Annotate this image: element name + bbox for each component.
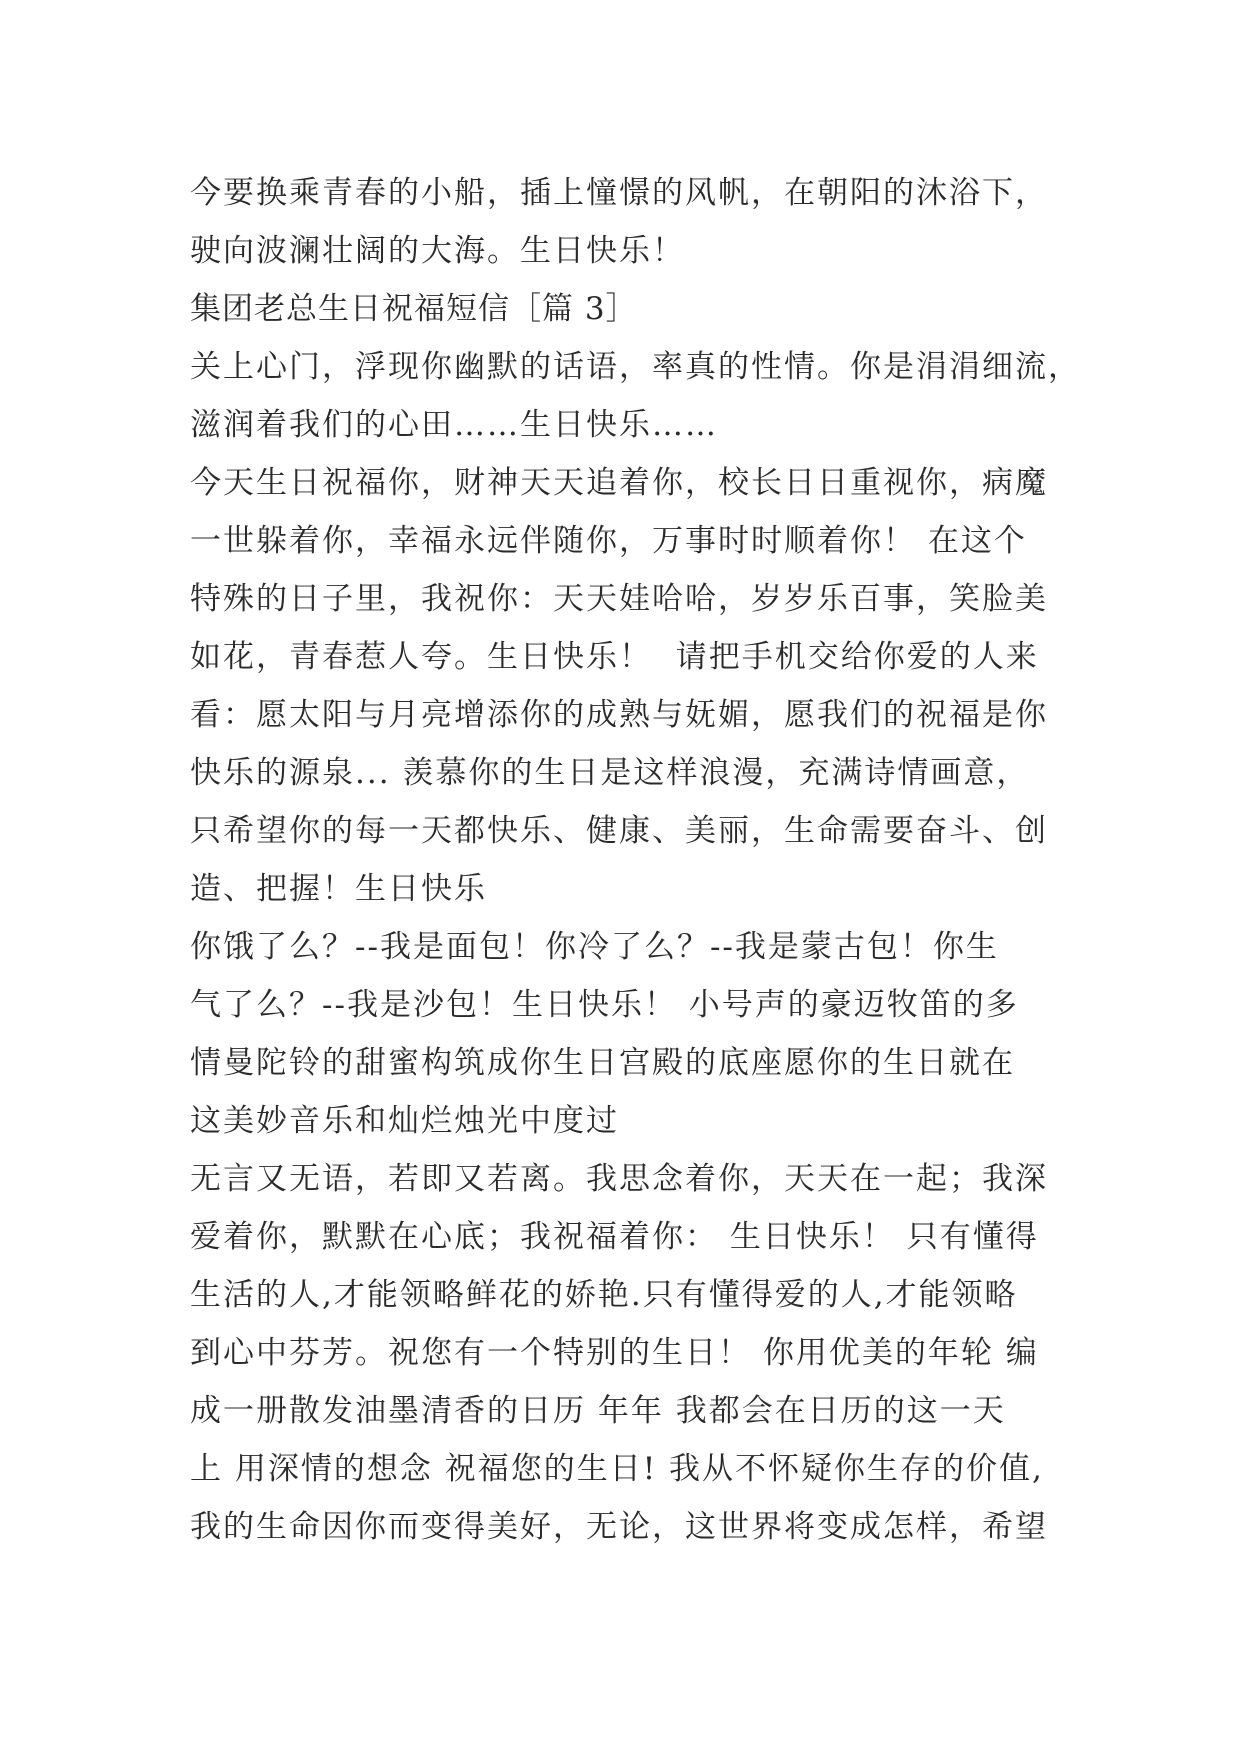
text-line: 到心中芬芳。祝您有一个特别的生日！ 你用优美的年轮 编 <box>190 1335 1039 1371</box>
text-line: 生活的人,才能领略鲜花的娇艳.只有懂得爱的人,才能领略 <box>190 1277 1018 1313</box>
text-line: 上 用深情的想念 祝福您的生日! 我从不怀疑你生存的价值, <box>190 1451 1044 1487</box>
text-line: 一世躲着你，幸福永远伴随你，万事时时顺着你！ 在这个 <box>190 523 1027 559</box>
section-heading: 集团老总生日祝福短信［篇 3］ <box>190 291 638 327</box>
document-body <box>190 164 1081 1556</box>
text-line: 只希望你的每一天都快乐、健康、美丽，生命需要奋斗、创 <box>190 813 1048 849</box>
text-line: 如花，青春惹人夸。生日快乐！ 请把手机交给你爱的人来 <box>190 639 1039 675</box>
text-line: 关上心门，浮现你幽默的话语，率真的性情。你是涓涓细流， <box>190 349 1081 385</box>
text-line: 无言又无语，若即又若离。我思念着你，天天在一起；我深 <box>190 1161 1048 1197</box>
text-line: 驶向波澜壮阔的大海。生日快乐！ <box>190 233 685 269</box>
text-line: 气了么？--我是沙包！生日快乐！ 小号声的豪迈牧笛的多 <box>190 987 1019 1023</box>
text-line: 滋润着我们的心田……生日快乐…… <box>190 407 718 443</box>
text-line: 你饿了么？--我是面包！你冷了么？--我是蒙古包！你生 <box>190 929 999 965</box>
text-line: 我的生命因你而变得美好，无论，这世界将变成怎样，希望 <box>190 1509 1048 1545</box>
text-line: 今天生日祝福你，财神天天追着你，校长日日重视你，病魔 <box>190 465 1048 501</box>
text-line: 这美妙音乐和灿烂烛光中度过 <box>190 1103 619 1139</box>
text-line: 情曼陀铃的甜蜜构筑成你生日宫殿的底座愿你的生日就在 <box>190 1045 1015 1081</box>
text-line: 今要换乘青春的小船，插上憧憬的风帆，在朝阳的沐浴下， <box>190 175 1048 211</box>
text-line: 造、把握！生日快乐 <box>190 871 487 907</box>
text-line: 快乐的源泉... 羡慕你的生日是这样浪漫，充满诗情画意， <box>190 755 1030 791</box>
text-line: 爱着你，默默在心底；我祝福着你： 生日快乐！ 只有懂得 <box>190 1219 1039 1255</box>
text-line: 成一册散发油墨清香的日历 年年 我都会在日历的这一天 <box>190 1393 1006 1429</box>
text-line: 看：愿太阳与月亮增添你的成熟与妩媚，愿我们的祝福是你 <box>190 697 1048 733</box>
text-line: 特殊的日子里，我祝你：天天娃哈哈，岁岁乐百事，笑脸美 <box>190 581 1048 617</box>
